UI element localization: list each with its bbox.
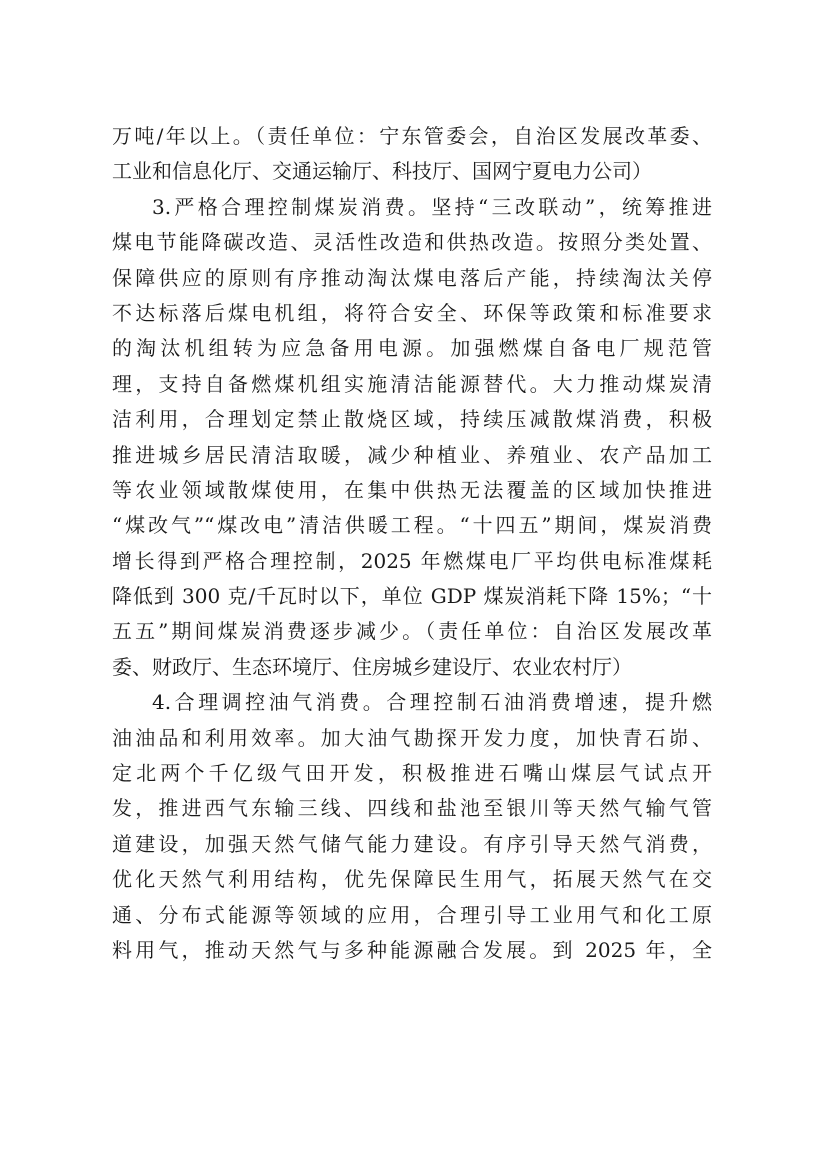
text-line: 理，支持自备燃煤机组实施清洁能源替代。大力推动煤炭清 (112, 371, 712, 396)
text-line: 发，推进西气东输三线、四线和盐池至银川等天然气输气管 (112, 796, 712, 821)
text-line: 保障供应的原则有序推动淘汰煤电落后产能，持续淘汰关停 (112, 265, 712, 290)
text-line: 推进城乡居民清洁取暖，减少种植业、养殖业、农产品加工 (112, 442, 712, 467)
text-line: 增长得到严格合理控制，2025 年燃煤电厂平均供电标准煤耗 (112, 548, 712, 573)
text-line: “煤改气”“煤改电”清洁供暖工程。“十四五”期间，煤炭消费 (112, 513, 712, 538)
text-line: 4.合理调控油气消费。合理控制石油消费增速，提升燃 (152, 690, 712, 715)
text-line: 通、分布式能源等领域的应用，合理引导工业用气和化工原 (112, 902, 712, 927)
text-line: 3.严格合理控制煤炭消费。坚持“三改联动”，统筹推进 (152, 194, 712, 219)
text-line: 降低到 300 克/千瓦时以下，单位 GDP 煤炭消耗下降 15%；“十 (112, 584, 712, 609)
text-line: 的淘汰机组转为应急备用电源。加强燃煤自备电厂规范管 (112, 336, 712, 361)
text-line: 不达标落后煤电机组，将符合安全、环保等政策和标准要求 (112, 300, 712, 325)
text-line: 料用气，推动天然气与多种能源融合发展。到 2025 年，全 (112, 937, 712, 962)
text-line: 定北两个千亿级气田开发，积极推进石嘴山煤层气试点开 (112, 761, 712, 786)
text-line: 委、财政厅、生态环境厅、住房城乡建设厅、农业农村厅） (112, 654, 632, 679)
text-line: 煤电节能降碳改造、灵活性改造和供热改造。按照分类处置、 (112, 230, 712, 255)
text-line: 油油品和利用效率。加大油气勘探开发力度，加快青石峁、 (112, 725, 712, 750)
text-line: 道建设，加强天然气储气能力建设。有序引导天然气消费， (112, 831, 712, 856)
body-text (112, 119, 712, 968)
text-line: 洁利用，合理划定禁止散烧区域，持续压减散煤消费，积极 (112, 407, 712, 432)
text-line: 万吨/年以上。（责任单位：宁东管委会，自治区发展改革委、 (112, 124, 712, 148)
text-line: 等农业领域散煤使用，在集中供热无法覆盖的区域加快推进 (112, 477, 712, 502)
text-line: 工业和信息化厅、交通运输厅、科技厅、国网宁夏电力公司） (112, 159, 652, 184)
text-line: 五五”期间煤炭消费逐步减少。（责任单位：自治区发展改革 (112, 619, 712, 644)
text-line: 优化天然气利用结构，优先保障民生用气，拓展天然气在交 (112, 867, 712, 892)
